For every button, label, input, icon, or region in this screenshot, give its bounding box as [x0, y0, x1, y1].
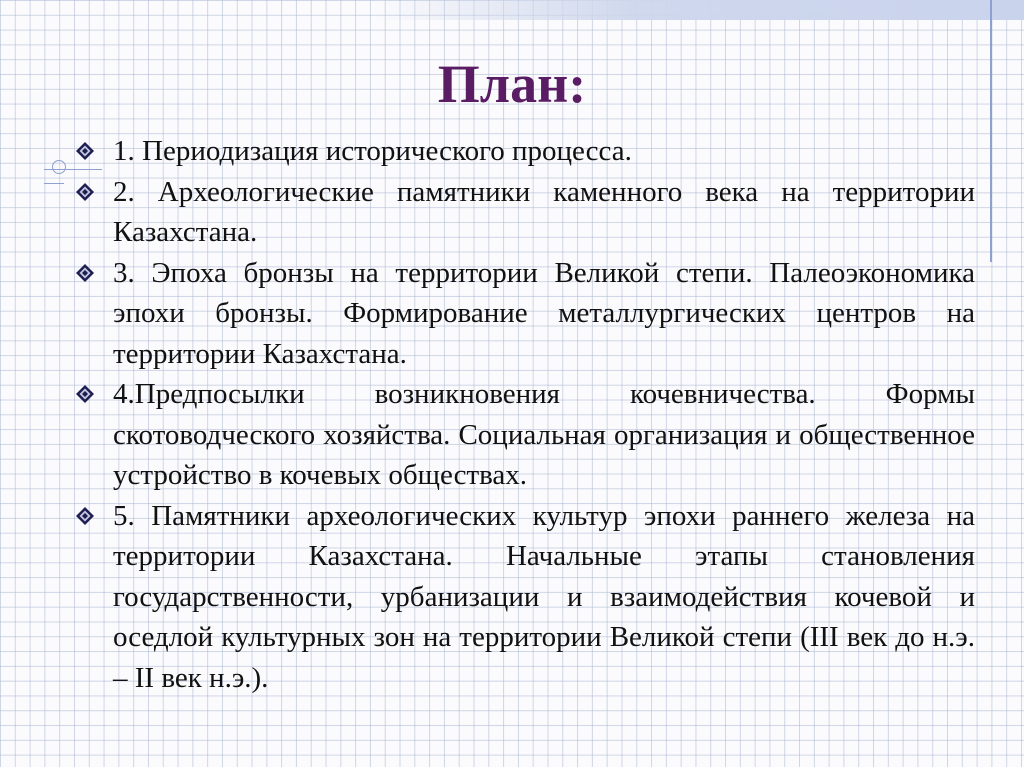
plan-item-text: 1. Периодизация исторического процесса. [113, 135, 632, 167]
plan-item-text: 2. Археологические памятники каменного века на территории Казахстана. [113, 175, 975, 248]
plan-item-text: 4.Предпосылки возникновения кочевничества. Формы скотоводческого хозяйства. Социальная организация и общественное устройство в кочевых обществах. [113, 378, 975, 491]
diamond-bullet-icon [76, 142, 94, 160]
slide-title: План: [437, 54, 587, 114]
plan-item-text: 3. Эпоха бронзы на территории Великой степи. Палеоэкономика эпохи бронзы. Формирование металлургических центров на территории Казахстана. [113, 256, 975, 370]
diamond-bullet-icon [76, 507, 94, 525]
plan-list [0, 131, 1024, 698]
diamond-bullet-icon [76, 385, 94, 403]
diamond-bullet-icon [76, 183, 94, 201]
diamond-bullet-icon [76, 264, 94, 282]
plan-item-4 [0, 374, 1024, 496]
plan-item-2 [0, 172, 1024, 253]
plan-item-1 [0, 131, 1024, 172]
plan-item-5 [0, 496, 1024, 699]
top-decor-band [372, 0, 1024, 20]
plan-item-text: 5. Памятники археологических культур эпохи раннего железа на территории Казахстана. Начальные этапы становления государственности, урбанизации и взаимодействия кочевой и оседлой культурных зон на территории Великой степи (III век до н.э. – II век н.э.). [113, 499, 975, 694]
plan-item-3 [0, 253, 1024, 375]
